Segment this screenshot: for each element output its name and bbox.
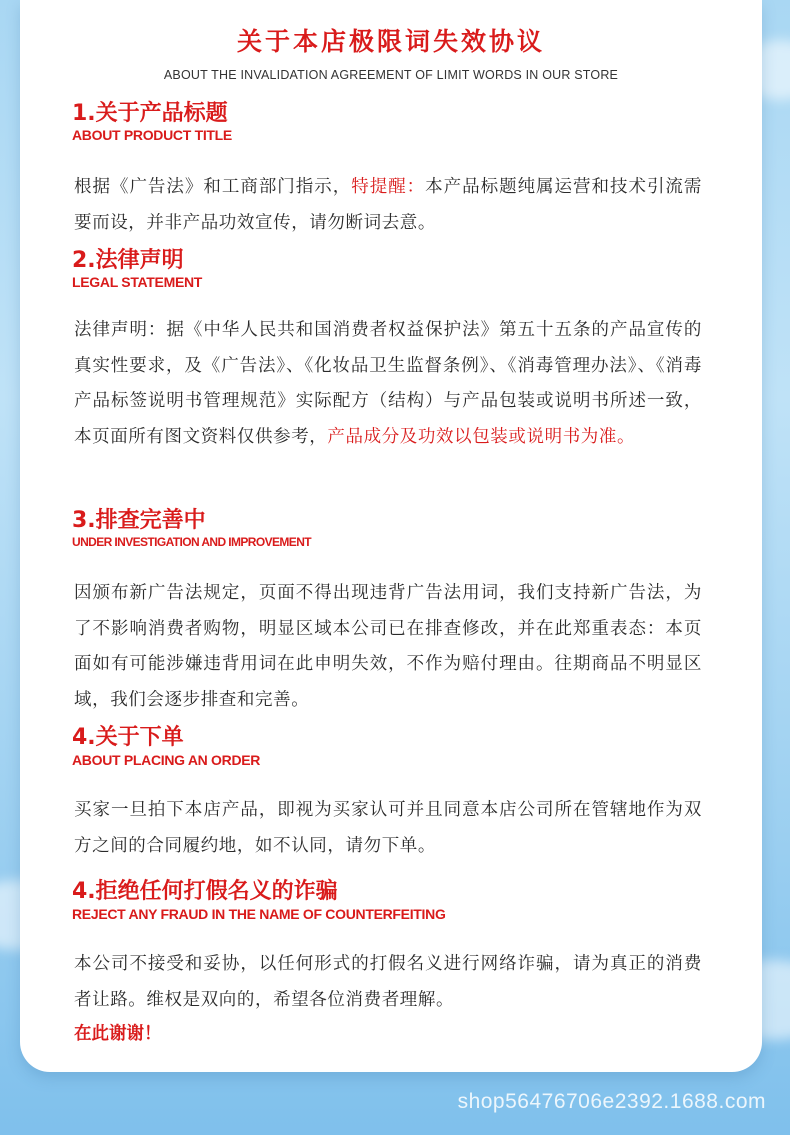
section-body xyxy=(74,170,702,241)
section-heading-en: ABOUT PLACING AN ORDER xyxy=(72,752,261,768)
body-highlight: 特提醒： xyxy=(351,177,426,197)
body-text: 法律声明：据《中华人民共和国消费者权益保护法》第五十五条的产品宣传的真实性要求，及《广告法》、《化妆品卫生监督条例》、《消毒管理办法》、《消毒产品标签说明书管理规范》实际配方（结构）与产品包装或说明书所述一致，本页面所有图文资料仅供参考， xyxy=(74,320,702,447)
section-body: 因颁布新广告法规定，页面不得出现违背广告法用词，我们支持新广告法，为了不影响消费者购物，明显区域本公司已在排查修改，并在此郑重表态：本页面如有可能涉嫌违背用词在此申明失效，不作为赔付理由。往期商品不明显区域，我们会逐步排查和完善。 xyxy=(74,583,702,710)
section-heading: 1.关于产品标题 xyxy=(72,101,228,126)
section-heading: 3.排查完善中 xyxy=(72,508,206,533)
section-heading-en: REJECT ANY FRAUD IN THE NAME OF COUNTERFEITING xyxy=(72,906,446,922)
section-heading-en: LEGAL STATEMENT xyxy=(72,274,203,290)
thanks-note: 在此谢谢！ xyxy=(74,1024,162,1044)
section-heading-en: ABOUT PRODUCT TITLE xyxy=(72,127,232,143)
section-body: 买家一旦拍下本店产品，即视为买家认可并且同意本店公司所在管辖地作为双方之间的合同履约地，如不认同，请勿下单。 xyxy=(74,800,702,856)
section-heading: 2.法律声明 xyxy=(72,248,184,273)
store-watermark: shop56476706e2392.1688.com xyxy=(457,1090,766,1113)
section-body xyxy=(74,313,702,455)
body-text: 本产品标题纯属运营和技术引流需要而设，并非产品功效宣传，请勿断词去意。 xyxy=(74,177,703,233)
body-text: 根据《广告法》和工商部门指示， xyxy=(74,177,352,197)
section-body: 本公司不接受和妥协，以任何形式的打假名义进行网络诈骗，请为真正的消费者让路。维权是双向的，希望各位消费者理解。 xyxy=(74,954,702,1010)
section-heading: 4.关于下单 xyxy=(72,725,184,750)
agreement-card xyxy=(20,0,762,1072)
section-heading: 4.拒绝任何打假名义的诈骗 xyxy=(72,879,338,904)
page-title: 关于本店极限词失效协议 xyxy=(236,27,545,56)
section-heading-en: UNDER INVESTIGATION AND IMPROVEMENT xyxy=(72,535,312,549)
page-subtitle: ABOUT THE INVALIDATION AGREEMENT OF LIMIT WORDS IN OUR STORE xyxy=(163,68,619,82)
body-highlight: 产品成分及功效以包装或说明书为准。 xyxy=(327,426,636,447)
